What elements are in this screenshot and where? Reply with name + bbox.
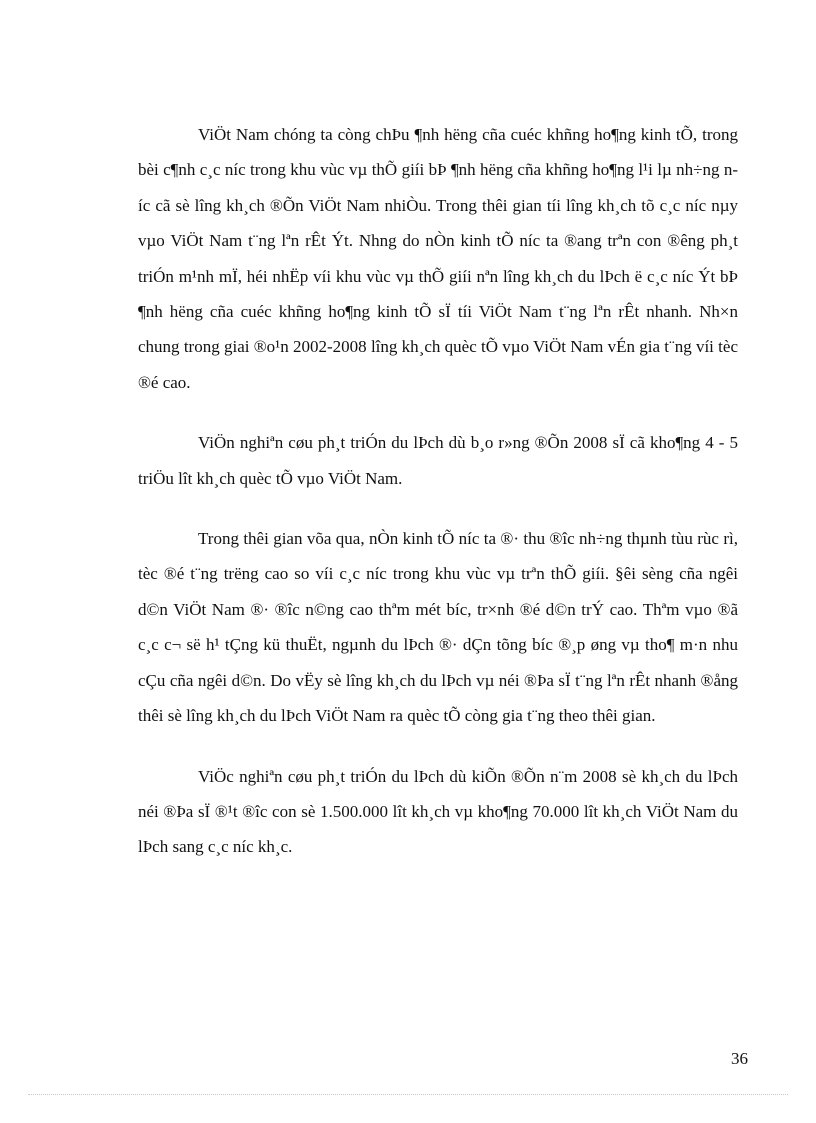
paragraph-1: ViÖt Nam chóng ta còng chÞu ¶nh hëng cña cuéc khñng ho¶ng kinh tÕ, trong bèi c¶nh c¸c níc trong khu vùc vµ thÕ giíi bÞ ¶nh hëng cña khñng ho¶ng l¹i lµ nh÷ng níc cã sè lîng kh¸ch ®Õn ViÖt Nam nhiÒu. Trong thêi gian tíi lîng kh¸ch tõ c¸c níc nµy vµo ViÖt Nam t¨ng lªn rÊt Ýt. Nhng do nÒn kinh tÕ níc ta ®ang trªn con ®êng ph¸t triÓn m¹nh mÏ, héi nhËp víi khu vùc vµ thÕ giíi nªn lîng kh¸ch du lÞch ë c¸c níc Ýt bÞ ¶nh hëng cña cuéc khñng ho¶ng kinh tÕ sÏ tíi ViÖt Nam t¨ng lªn rÊt nhanh. Nh×n chung trong giai ®o¹n 2002-2008 lîng kh¸ch quèc tÕ vµo ViÖt Nam vÉn gia t¨ng víi tèc ®é cao. [138, 125, 738, 392]
paragraph-4: ViÖc nghiªn cøu ph¸t triÓn du lÞch dù kiÕn ®Õn n¨m 2008 sè kh¸ch du lÞch néi ®Þa sÏ ®¹t ®îc con sè 1.500.000 lît kh¸ch vµ kho¶ng 70.000 lît kh¸ch ViÖt Nam du lÞch sang c¸c níc kh¸c. [138, 766, 738, 857]
paragraph-2: ViÖn nghiªn cøu ph¸t triÓn du lÞch dù b¸o r»ng ®Õn 2008 sÏ cã kho¶ng 4 - 5 triÖu lît kh¸ch quèc tÕ vµo ViÖt Nam. [138, 433, 738, 488]
page-bottom-divider [28, 1094, 788, 1095]
paragraph-3: Trong thêi gian võa qua, nÒn kinh tÕ níc ta ®· thu ®îc nh÷ng thµnh tùu rùc rì, tèc ®é t¨ng trëng cao so víi c¸c níc trong khu vùc vµ trªn thÕ giíi. §êi sèng cña ngêi d©n ViÖt Nam ®· ®îc n©ng cao thªm mét bíc, tr×nh ®é d©n trÝ cao. Thªm vµo ®ã c¸c c¬ së h¹ tÇng kü thuËt, ngµnh du lÞch ®· dÇn tõng bíc ®¸p øng vµ tho¶ m·n nhu cÇu cña ngêi d©n. Do vËy sè lîng kh¸ch du lÞch vµ néi ®Þa sÏ t¨ng lªn rÊt nhanh ®ång thêi sè lîng kh¸ch du lÞch ViÖt Nam ra quèc tÕ còng gia t¨ng theo thêi gian. [138, 529, 738, 726]
body-text [138, 117, 738, 890]
page-number: 36 [731, 1049, 748, 1068]
